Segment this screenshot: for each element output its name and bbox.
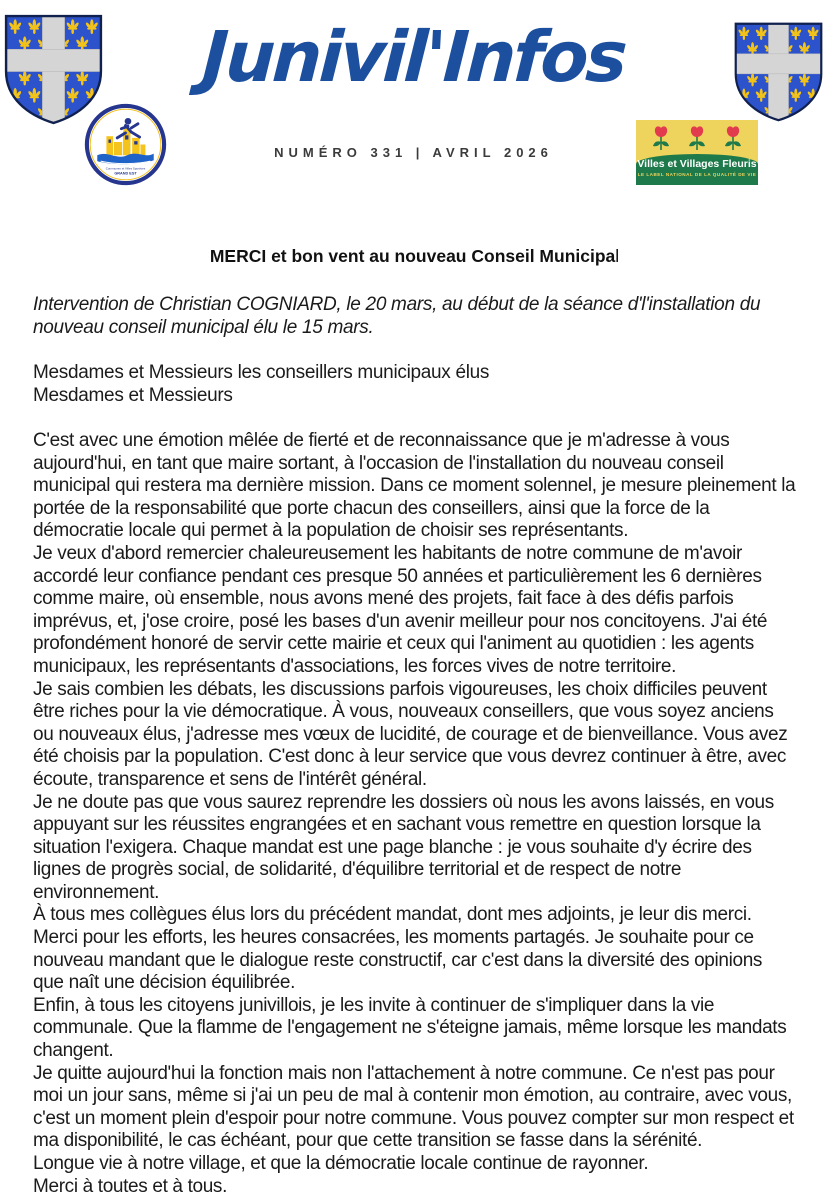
article-title-bold: MERCI et bon vent au nouveau Conseil Municipa xyxy=(209,246,616,266)
tulip-icon xyxy=(650,124,672,152)
paragraph: Longue vie à notre village, et que la démocratie locale continue de rayonner. xyxy=(33,1153,649,1174)
sports-logo-region: GRAND EST xyxy=(114,171,137,176)
speech-text xyxy=(33,430,796,1198)
salutation-block xyxy=(33,362,796,407)
article-title xyxy=(33,246,796,267)
paragraph: Merci à toutes et à tous. xyxy=(33,1175,228,1197)
paragraph: Enfin, à tous les citoyens junivillois, je les invite à continuer de s'impliquer dans la vie communale. Que la flamme de l'engagement ne s'éteigne jamais, même lorsque les mandats changent. xyxy=(33,994,787,1062)
villes-fleuris-band xyxy=(636,154,758,185)
sports-communes-logo-icon xyxy=(84,103,167,186)
villes-fleuris-subtitle: LE LABEL NATIONAL DE LA QUALITÉ DE VIE xyxy=(637,172,757,177)
tulip-icon xyxy=(686,124,708,152)
villes-fleuris-badge xyxy=(636,120,758,185)
salutation-line: Mesdames et Messieurs xyxy=(33,384,233,406)
tulip-row xyxy=(636,124,758,154)
issue-number-line: NUMÉRO 331 | AVRIL 2026 xyxy=(274,145,553,160)
paragraph: Je ne doute pas que vous saurez reprendre les dossiers où nous les avons laissés, en vous appuyant sur les réussites engrangées et en sachant vous remettre en question lorsque la situation l'exigera. Chaque mandat est une page blanche : je vous souhaite d'y écrire des lignes de progrès social, de solidarité, d'équilibre territorial et de respect de notre environnement. xyxy=(33,791,774,903)
article-intro-italic: Intervention de Christian COGNIARD, le 20 mars, au début de la séance d'l'installation du nouveau conseil municipal élu le 15 mars. xyxy=(33,294,761,338)
paragraph: C'est avec une émotion mêlée de fierté et de reconnaissance que je m'adresse à vous aujourd'hui, en tant que maire sortant, à l'occasion de l'installation du nouveau conseil municipal qui restera ma dernière mission. Dans ce moment solennel, je mesure pleinement la portée de la responsabilité que porte chacun des conseillers, ainsi que la force de la démocratie locale qui permet à la population de choisir ses représentants. xyxy=(33,430,796,542)
newsletter-title: Junivil'Infos xyxy=(200,16,627,98)
salutation-line: Mesdames et Messieurs les conseillers municipaux élus xyxy=(33,362,490,383)
sports-logo-text: Communes et Villes Sportives xyxy=(105,166,146,171)
villes-fleuris-title: Villes et Villages Fleuris xyxy=(637,158,757,170)
newsletter-masthead xyxy=(0,0,827,210)
paragraph: Je veux d'abord remercier chaleureusement les habitants de notre commune de m'avoir accordé leur confiance pendant ces presque 50 années et particulièrement les 6 dernières comme maire, où ensemble, nous avons mené des projets, fait face à des défis parfois imprévus, et, j'ose croire, posé les bases d'un avenir meilleur pour nos concitoyens. J'ai été profondément honoré de servir cette mairie et ceux qui l'animent au quotidien : les agents municipaux, les représentants d'associations, les forces vives de notre territoire. xyxy=(33,542,768,677)
article-body xyxy=(33,246,796,1198)
paragraph: Je sais combien les débats, les discussions parfois vigoureuses, les choix difficiles peuvent être riches pour la vie démocratique. À vous, nouveaux conseillers, que vous soyez anciens ou nouveaux élus, j'adresse mes vœux de lucidité, de courage et de bienveillance. Vous avez été choisis par la population. C'est donc à leur service que vous devrez continuer à être, avec écoute, transparence et sens de l'intérêt général. xyxy=(33,678,788,790)
paragraph: Je quitte aujourd'hui la fonction mais non l'attachement à notre commune. Ce n'est pas pour moi un jour sans, même si j'ai un peu de mal à contenir mon émotion, au contraire, avec vous, c'est un moment plein d'espoir pour notre commune. Vous pouvez compter sur mon respect et ma disponibilité, le cas échéant, pour que cette transition se fasse dans la sérénité. xyxy=(33,1062,794,1152)
paragraph: À tous mes collègues élus lors du précédent mandat, dont mes adjoints, je leur dis merci. Merci pour les efforts, les heures consacrées, les moments partagés. Je souhaite pour ce nouveau mandant que le dialogue reste constructif, car c'est dans la diversité des opinions que naît une décision équilibrée. xyxy=(33,904,763,994)
tulip-icon xyxy=(722,124,744,152)
article-title-tail: l xyxy=(615,246,620,266)
